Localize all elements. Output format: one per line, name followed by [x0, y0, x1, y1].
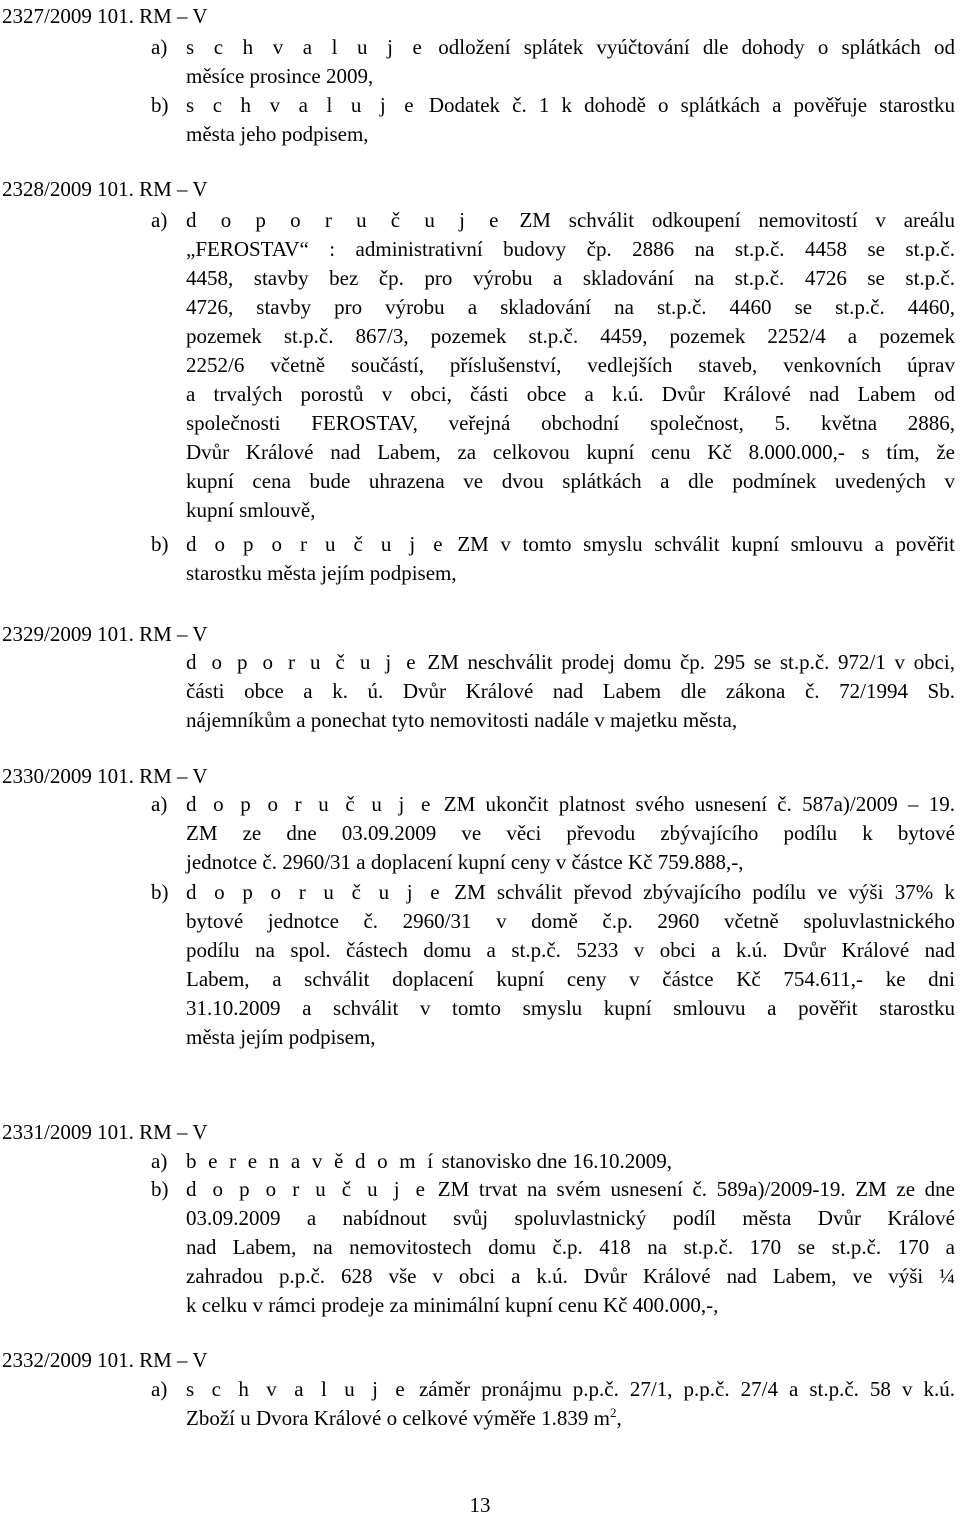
part-label: b) [151, 1177, 169, 1201]
verb: d o p o r u č u j e [186, 532, 446, 556]
verb: b e r e n a v ě d o m í [186, 1149, 437, 1173]
page-number: 13 [469, 1493, 491, 1517]
resolution-heading-2329: 2329/2009 101. RM – V [2, 622, 208, 646]
part-label: a) [151, 1377, 168, 1401]
resolution-2331-part-b: d o p o r u č u j e ZM trvat na svém usnesení č. 589a)/2009-19. ZM ze dne 03.09.2009 a nabídnout svůj spoluvlastnický podíl města Dvůr Králové nad Labem, na nemovitostech domu č.p. 418 na st.p.č. 170 se st.p.č. 170 a zahradou p.p.č. 628 vše v obci a k.ú. Dvůr Králové nad Labem, ve výši ¼ k celku v rámci prodeje za minimální kupní cenu Kč 400.000,-, [186, 1177, 955, 1317]
part-label: b) [151, 93, 169, 117]
resolution-2328-part-b: d o p o r u č u j e ZM v tomto smyslu schválit kupní smlouvu a pověřit starostku města jejím podpisem, [186, 532, 955, 585]
part-label: b) [151, 532, 169, 556]
part-label: a) [151, 35, 168, 59]
resolution-2332-part-a: s c h v a l u j e záměr pronájmu p.p.č. 27/1, p.p.č. 27/4 a st.p.č. 58 v k.ú. Zboží u Dvora Králové o celkové výměře 1.839 $m^2$, [186, 1377, 955, 1430]
resolution-heading-2328: 2328/2009 101. RM – V [2, 177, 208, 201]
resolution-2327-part-b: s c h v a l u j e Dodatek č. 1 k dohodě o splátkách a pověřuje starostku města jeho podpisem, [186, 93, 955, 146]
verb: s c h v a l u j e [186, 35, 426, 59]
resolution-heading-2331: 2331/2009 101. RM – V [2, 1120, 208, 1144]
resolution-heading-2330: 2330/2009 101. RM – V [2, 764, 208, 788]
resolution-heading-2327: 2327/2009 101. RM – V [2, 4, 208, 28]
part-label: a) [151, 1149, 168, 1173]
resolution-2327-part-a: s c h v a l u j e odložení splátek vyúčtování dle dohody o splátkách od měsíce prosince 2009, [186, 35, 955, 88]
superscript: 2 [609, 1405, 617, 1420]
part-label: a) [151, 208, 168, 232]
part-label: b) [151, 880, 169, 904]
resolution-2330-part-b: d o p o r u č u j e ZM schválit převod zbývajícího podílu ve výši 37% k bytové jednotce č. 2960/31 v domě č.p. 2960 včetně spoluvlastnického podílu na spol. částech domu a st.p.č. 5233 v obci a k.ú. Dvůr Králové nad Labem, a schválit doplacení kupní ceny v částce Kč 754.611,- ke dni 31.10.2009 a schválit v tomto smyslu kupní smlouvu a pověřit starostku města jejím podpisem, [186, 880, 956, 1049]
verb: d o p o r u č u j e [186, 208, 502, 232]
verb: s c h v a l u j e [186, 1377, 408, 1401]
resolution-heading-2332: 2332/2009 101. RM – V [2, 1348, 208, 1372]
verb: d o p o r u č u j e [186, 650, 419, 674]
verb: d o p o r u č u j e [186, 880, 443, 904]
part-label: a) [151, 792, 168, 816]
resolution-2328-part-a: d o p o r u č u j e ZM schválit odkoupení nemovitostí v areálu „FEROSTAV“ : administrativní budovy čp. 2886 na st.p.č. 4458 se st.p.č. 4458, stavby bez čp. pro výrobu a skladování na st.p.č. 4726 se st.p.č. 4726, stavby pro výrobu a skladování na st.p.č. 4460 se st.p.č. 4460, pozemek st.p.č. 867/3, pozemek st.p.č. 4459, pozemek 2252/4 a pozemek 2252/6 včetně součástí, příslušenství, vedlejších staveb, venkovních úprav a trvalých porostů v obci, části obce a k.ú. Dvůr Králové nad Labem od společnosti FEROSTAV, veřejná obchodní společnost, 5. května 2886, Dvůr Králové nad Labem, za celkovou kupní cenu Kč 8.000.000,- s tím, že kupní cena bude uhrazena ve dvou splátkách a dle podmínek uvedených v kupní smlouvě, [186, 208, 955, 522]
resolution-2331-part-a: b e r e n a v ě d o m í stanovisko dne 16.10.2009, [186, 1149, 672, 1173]
verb: s c h v a l u j e [186, 93, 417, 117]
verb: d o p o r u č u j e [186, 792, 434, 816]
resolution-2330-part-a: d o p o r u č u j e ZM ukončit platnost svého usnesení č. 587a)/2009 – 19. ZM ze dne 03.09.2009 ve věci převodu zbývajícího podílu k bytové jednotce č. 2960/31 a doplacení kupní ceny v částce Kč 759.888,-, [186, 792, 955, 874]
resolution-2329-text: d o p o r u č u j e ZM neschválit prodej domu čp. 295 se st.p.č. 972/1 v obci, části obce a k. ú. Dvůr Králové nad Labem dle zákona č. 72/1994 Sb. nájemníkům a ponechat tyto nemovitosti nadále v majetku města, [186, 650, 955, 732]
verb: d o p o r u č u j e [186, 1177, 429, 1201]
